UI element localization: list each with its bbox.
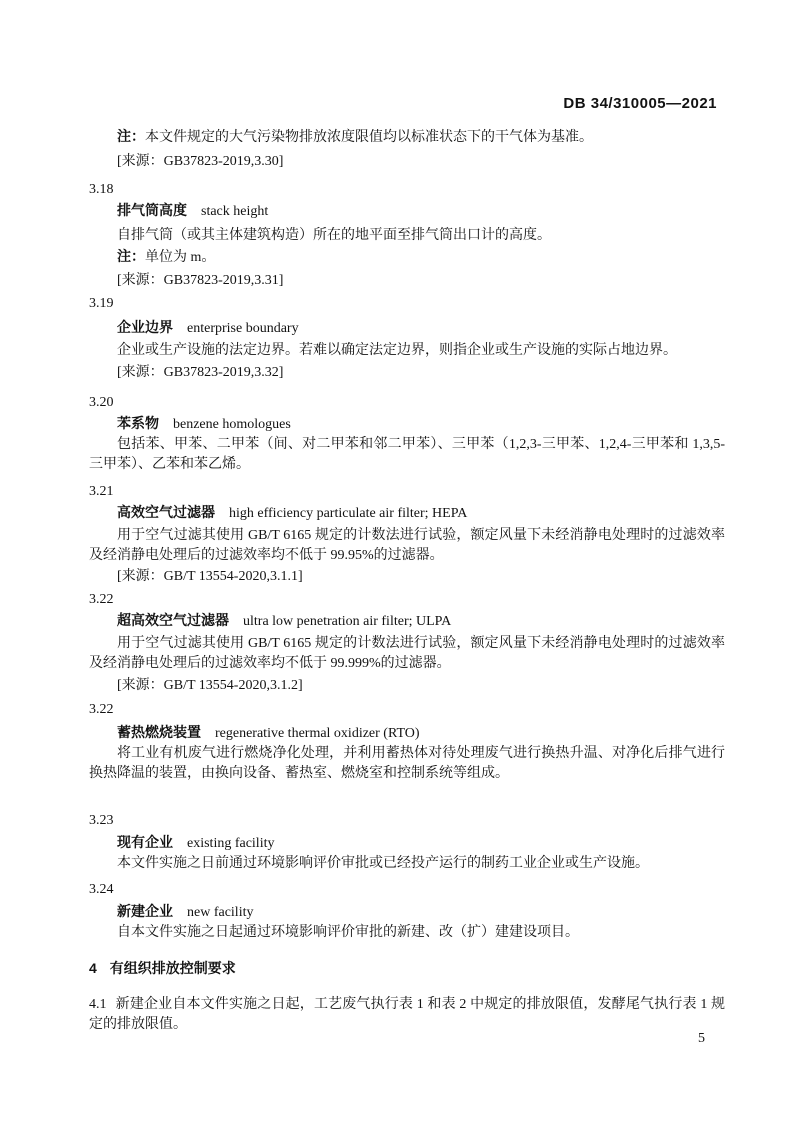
term-en: benzene homologues [173, 417, 291, 432]
term-source: [来源：GB/T 13554-2020,3.1.1] [117, 569, 303, 584]
term-line [89, 832, 725, 854]
term-definition: 自排气筒（或其主体建筑构造）所在的地平面至排气筒出口计的高度。 [117, 228, 551, 243]
term-en: regenerative thermal oxidizer (RTO) [215, 726, 420, 741]
term-definition: 自本文件实施之日起通过环境影响评价审批的新建、改（扩）建建设项目。 [117, 925, 579, 940]
term-definition: 本文件实施之日前通过环境影响评价审批或已经投产运行的制药工业企业或生产设施。 [117, 856, 649, 871]
term-block-3-22-rto [89, 700, 725, 784]
clause-4-1-text: 新建企业自本文件实施之日起，工艺废气执行表 1 和表 2 中规定的排放限值，发酵尾气执行表 1 规定的排放限值。 [89, 997, 725, 1032]
term-definition: 企业或生产设施的法定边界。若难以确定法定边界，则指企业或生产设施的实际占地边界。 [117, 343, 677, 358]
note-label: 注： [117, 248, 145, 264]
term-zh: 现有企业 [117, 834, 173, 850]
term-block-3-18 [89, 180, 725, 291]
term-source: [来源：GB37823-2019,3.32] [117, 365, 284, 380]
clause-number: 3.24 [89, 882, 114, 897]
term-en: stack height [201, 204, 269, 219]
term-block-3-24 [89, 880, 725, 943]
clause-4-1-number: 4.1 [89, 997, 107, 1012]
clause-number: 3.18 [89, 182, 114, 197]
clause-4-1 [89, 995, 725, 1035]
intro-source: [来源：GB37823-2019,3.30] [117, 154, 284, 169]
term-definition: 用于空气过滤其使用 GB/T 6165 规定的计数法进行试验，额定风量下未经消静电处理时的过滤效率及经消静电处理后的过滤效率均不低于 99.95%的过滤器。 [89, 528, 725, 563]
term-source: [来源：GB37823-2019,3.31] [117, 273, 284, 288]
note-label: 注： [117, 128, 145, 144]
standard-code-header: DB 34/310005—2021 [563, 95, 717, 112]
term-zh: 超高效空气过滤器 [117, 612, 229, 628]
term-line [89, 901, 725, 923]
term-zh: 蓄热燃烧装置 [117, 724, 201, 740]
term-en: new facility [187, 905, 254, 920]
document-body [89, 126, 725, 1035]
term-definition: 用于空气过滤其使用 GB/T 6165 规定的计数法进行试验，额定风量下未经消静电处理时的过滤效率及经消静电处理后的过滤效率均不低于 99.999%的过滤器。 [89, 636, 725, 671]
term-zh: 高效空气过滤器 [117, 504, 215, 520]
clause-number: 3.20 [89, 395, 114, 410]
term-line [89, 722, 725, 744]
term-zh: 排气筒高度 [117, 202, 187, 218]
term-source: [来源：GB/T 13554-2020,3.1.2] [117, 678, 303, 693]
term-zh: 企业边界 [117, 319, 173, 335]
section-4-heading [89, 958, 725, 978]
page-number: 5 [698, 1031, 705, 1046]
term-en: enterprise boundary [187, 321, 299, 336]
term-block-3-20 [89, 393, 725, 475]
term-block-3-22-ulpa [89, 590, 725, 696]
term-definition: 将工业有机废气进行燃烧净化处理，并利用蓄热体对待处理废气进行换热升温、对净化后排气进行换热降温的装置，由换向设备、蓄热室、燃烧室和控制系统等组成。 [89, 746, 725, 781]
clause-number: 3.22 [89, 592, 114, 607]
term-en: ultra low penetration air filter; ULPA [243, 614, 452, 629]
term-line [89, 317, 725, 339]
term-line [89, 413, 725, 435]
note-text: 单位为 m。 [145, 250, 216, 265]
term-block-3-23 [89, 811, 725, 874]
term-line [89, 200, 725, 222]
section-title: 有组织排放控制要求 [109, 960, 236, 976]
intro-note [89, 126, 725, 148]
term-zh: 新建企业 [117, 903, 173, 919]
clause-number: 3.21 [89, 484, 114, 499]
term-line [89, 502, 725, 524]
term-en: existing facility [187, 836, 275, 851]
term-note [89, 246, 725, 268]
clause-number: 3.19 [89, 296, 114, 311]
term-definition: 包括苯、甲苯、二甲苯（间、对二甲苯和邻二甲苯）、三甲苯（1,2,3-三甲苯、1,2,4-三甲苯和 1,3,5-三甲苯）、乙苯和苯乙烯。 [89, 437, 725, 472]
section-number: 4 [89, 960, 97, 976]
term-block-3-19 [89, 294, 725, 383]
clause-number: 3.22 [89, 702, 114, 717]
clause-number: 3.23 [89, 813, 114, 828]
note-text: 本文件规定的大气污染物排放浓度限值均以标准状态下的干气体为基准。 [145, 130, 593, 145]
term-en: high efficiency particulate air filter; HEPA [229, 506, 468, 521]
term-zh: 苯系物 [117, 415, 159, 431]
term-line [89, 610, 725, 632]
term-block-3-21 [89, 482, 725, 587]
